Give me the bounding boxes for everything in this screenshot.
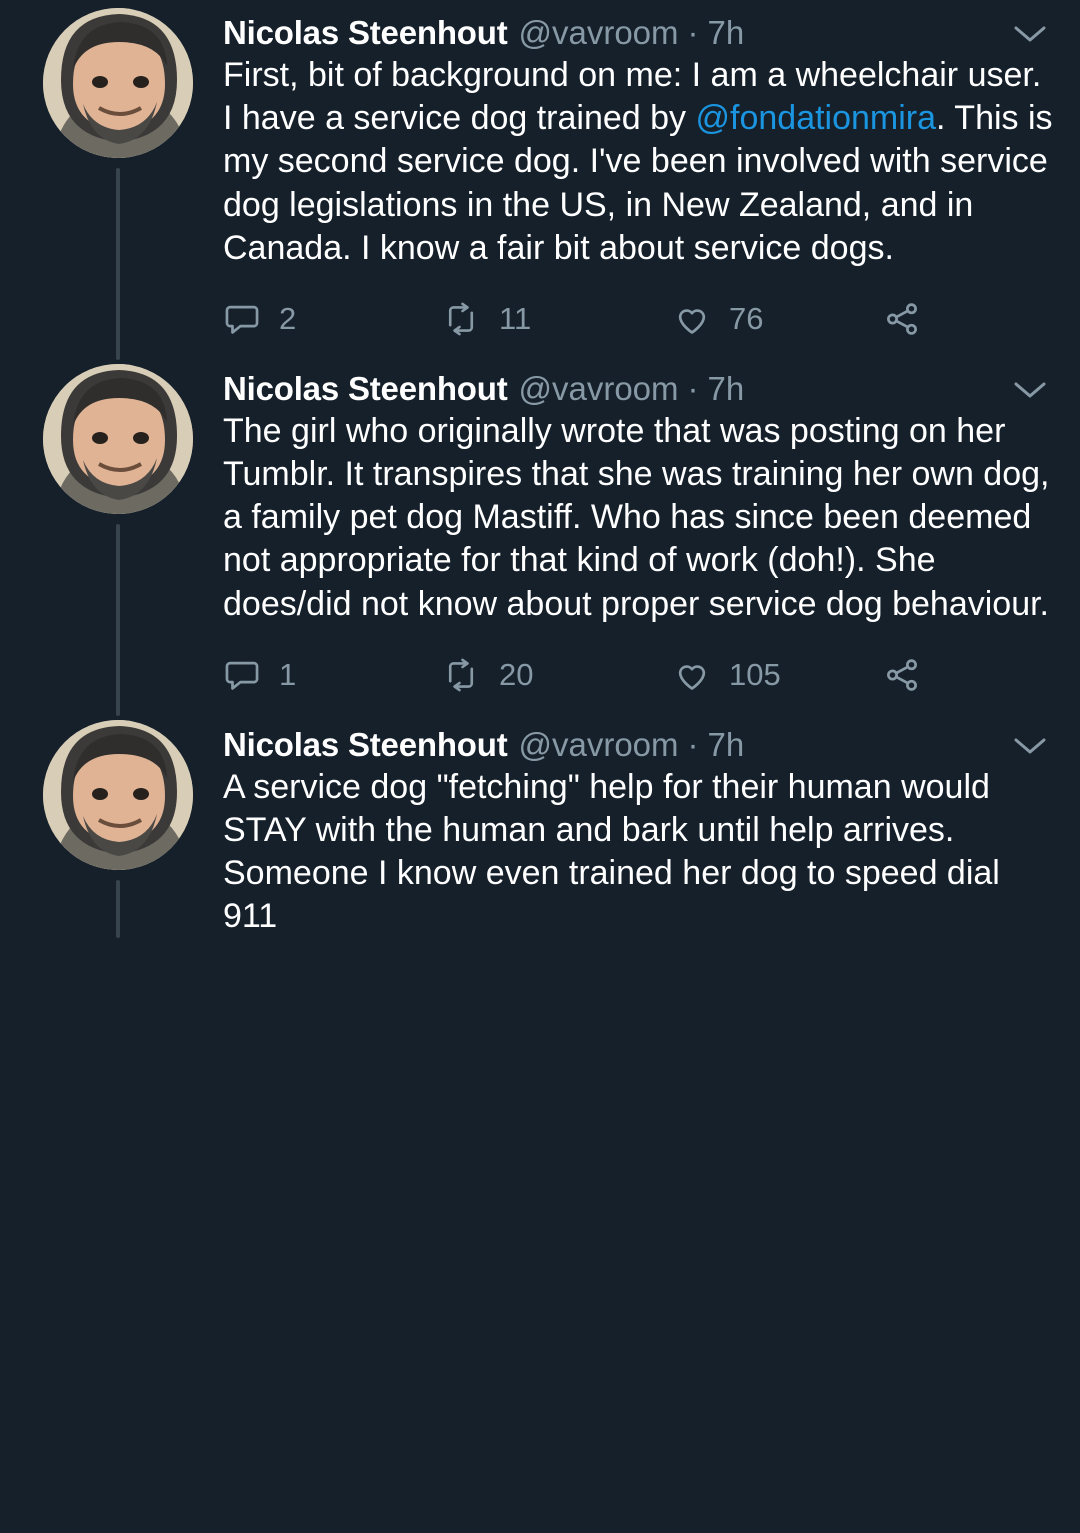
tweet-text: The girl who originally wrote that was posting on her Tumblr. It transpires that she was training her own dog, a family pet dog Mastiff. Who has since been deemed not appropriate for that kind of work (doh!). She does/did not know about proper service dog behaviour.: [223, 411, 1050, 623]
author-name[interactable]: Nicolas Steenhout: [223, 14, 508, 51]
separator-dot: ·: [687, 725, 699, 763]
tweet-body: [195, 364, 1058, 716]
avatar-column: [40, 720, 195, 939]
heart-icon: [673, 300, 711, 338]
tweet-item[interactable]: [0, 720, 1080, 939]
tweet-body: [195, 8, 1058, 360]
avatar[interactable]: [43, 720, 193, 870]
thread-connector: [116, 524, 120, 716]
retweet-button[interactable]: [441, 300, 673, 338]
tweet-text-part1: First, bit of background on me: I am a wheelchair user. I have a service dog trained by: [223, 56, 1042, 138]
heart-icon: [673, 656, 711, 694]
reply-icon: [223, 300, 261, 338]
avatar[interactable]: [43, 8, 193, 158]
thread-connector: [116, 880, 120, 939]
reply-count: 2: [279, 300, 297, 336]
author-handle[interactable]: @vavroom: [518, 369, 679, 407]
retweet-icon: [441, 300, 481, 338]
chevron-down-icon[interactable]: [1008, 728, 1052, 762]
retweet-button[interactable]: [441, 656, 673, 694]
retweet-count: 20: [499, 656, 534, 692]
separator-dot: ·: [687, 369, 699, 407]
reply-button[interactable]: [223, 656, 441, 694]
share-button[interactable]: [883, 656, 921, 694]
retweet-icon: [441, 656, 481, 694]
reply-button[interactable]: [223, 300, 441, 338]
author-name[interactable]: Nicolas Steenhout: [223, 725, 508, 763]
like-button[interactable]: [673, 300, 883, 338]
share-icon: [883, 300, 921, 338]
reply-icon: [223, 656, 261, 694]
tweet-item[interactable]: [0, 364, 1080, 716]
like-button[interactable]: [673, 656, 883, 694]
timestamp[interactable]: 7h: [707, 14, 745, 51]
tweet-item[interactable]: [0, 8, 1080, 360]
tweet-body: [195, 720, 1058, 939]
tweet-text: [223, 54, 1058, 270]
author-handle[interactable]: @vavroom: [518, 14, 679, 51]
chevron-down-icon[interactable]: [1008, 16, 1052, 50]
tweet-actions: [223, 300, 1058, 338]
separator-dot: ·: [687, 14, 699, 51]
author-name[interactable]: Nicolas Steenhout: [223, 369, 508, 407]
avatar-column: [40, 8, 195, 360]
timestamp[interactable]: 7h: [707, 369, 745, 407]
tweet-text: A service dog "fetching" help for their human would STAY with the human and bark until help arrives. Someone I know even trained her dog to speed dial 911: [223, 767, 1000, 936]
author-handle[interactable]: @vavroom: [518, 725, 679, 763]
tweet-header: [223, 370, 1058, 408]
like-count: 105: [729, 656, 781, 692]
reply-count: 1: [279, 656, 297, 692]
tweet-header: [223, 726, 1058, 764]
thread-connector: [116, 168, 120, 360]
tweet-header: [223, 14, 1058, 52]
mention-link[interactable]: @fondationmira: [695, 99, 937, 138]
timestamp[interactable]: 7h: [707, 725, 745, 763]
share-button[interactable]: [883, 300, 921, 338]
share-icon: [883, 656, 921, 694]
avatar-column: [40, 364, 195, 716]
like-count: 76: [729, 300, 764, 336]
avatar[interactable]: [43, 364, 193, 514]
chevron-down-icon[interactable]: [1008, 372, 1052, 406]
retweet-count: 11: [499, 300, 532, 336]
tweet-text-part2: . This is my second service dog. I've been involved with service dog legislations in the US, in New Zealand, and in Canada. I know a fair bit about service dogs.: [223, 99, 1053, 267]
tweet-actions: [223, 656, 1058, 694]
